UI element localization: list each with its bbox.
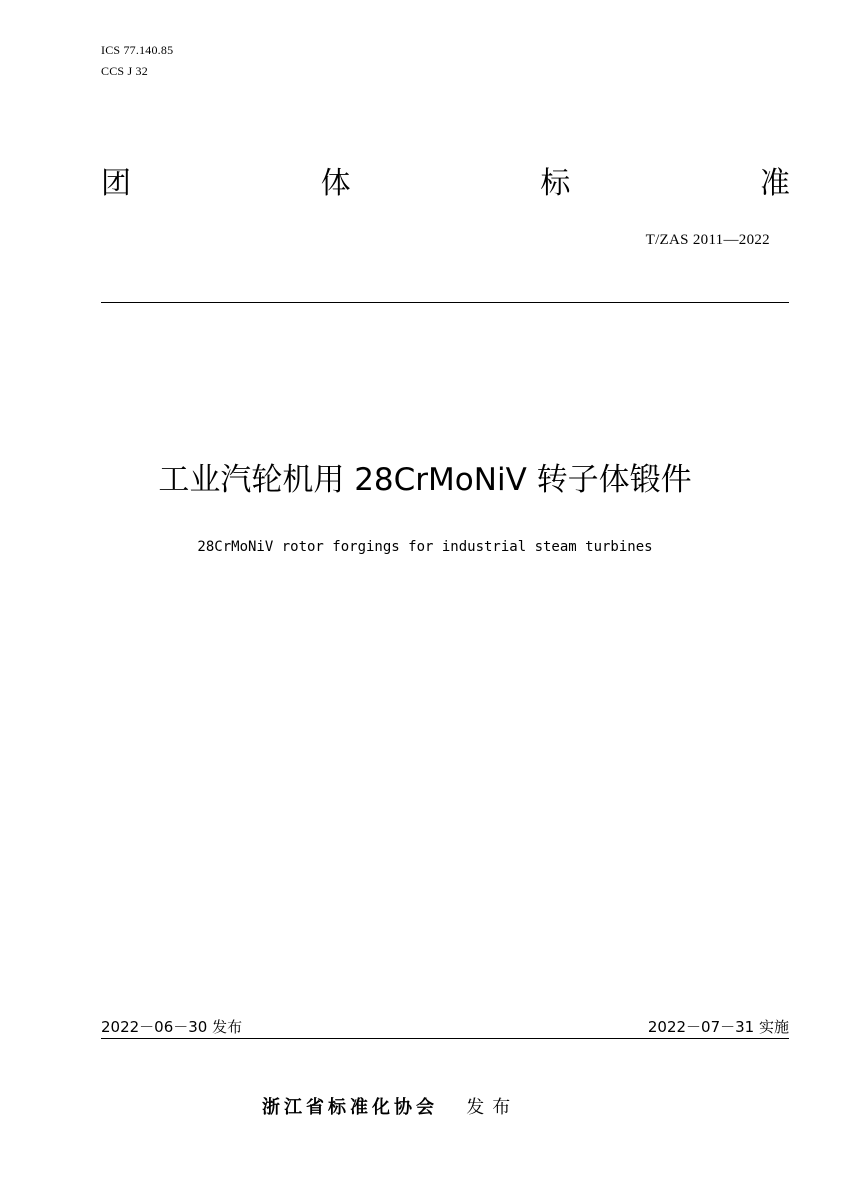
header-divider	[101, 302, 789, 303]
standard-type-heading	[101, 163, 790, 205]
ccs-code: CCS J 32	[101, 64, 148, 78]
publisher	[262, 1095, 518, 1121]
standard-type-char: 标	[540, 166, 571, 201]
standard-type-char: 体	[320, 166, 351, 201]
publisher-name: 浙江省标准化协会	[262, 1097, 438, 1118]
publisher-action: 发布	[466, 1097, 519, 1118]
standard-number: T/ZAS 2011—2022	[645, 232, 770, 248]
standard-type-char: 准	[759, 166, 790, 201]
implement-date: 2022－07－31 实施	[647, 1018, 789, 1036]
standard-type-char: 团	[101, 166, 131, 201]
publish-date: 2022－06－30 发布	[101, 1018, 243, 1036]
document-title-zh: 工业汽轮机用 28CrMoNiV 转子体锻件	[158, 462, 692, 498]
footer-divider	[101, 1038, 789, 1039]
document-title-en: 28CrMoNiV rotor forgings for industrial steam turbines	[197, 539, 653, 555]
ics-code: ICS 77.140.85	[101, 43, 174, 57]
